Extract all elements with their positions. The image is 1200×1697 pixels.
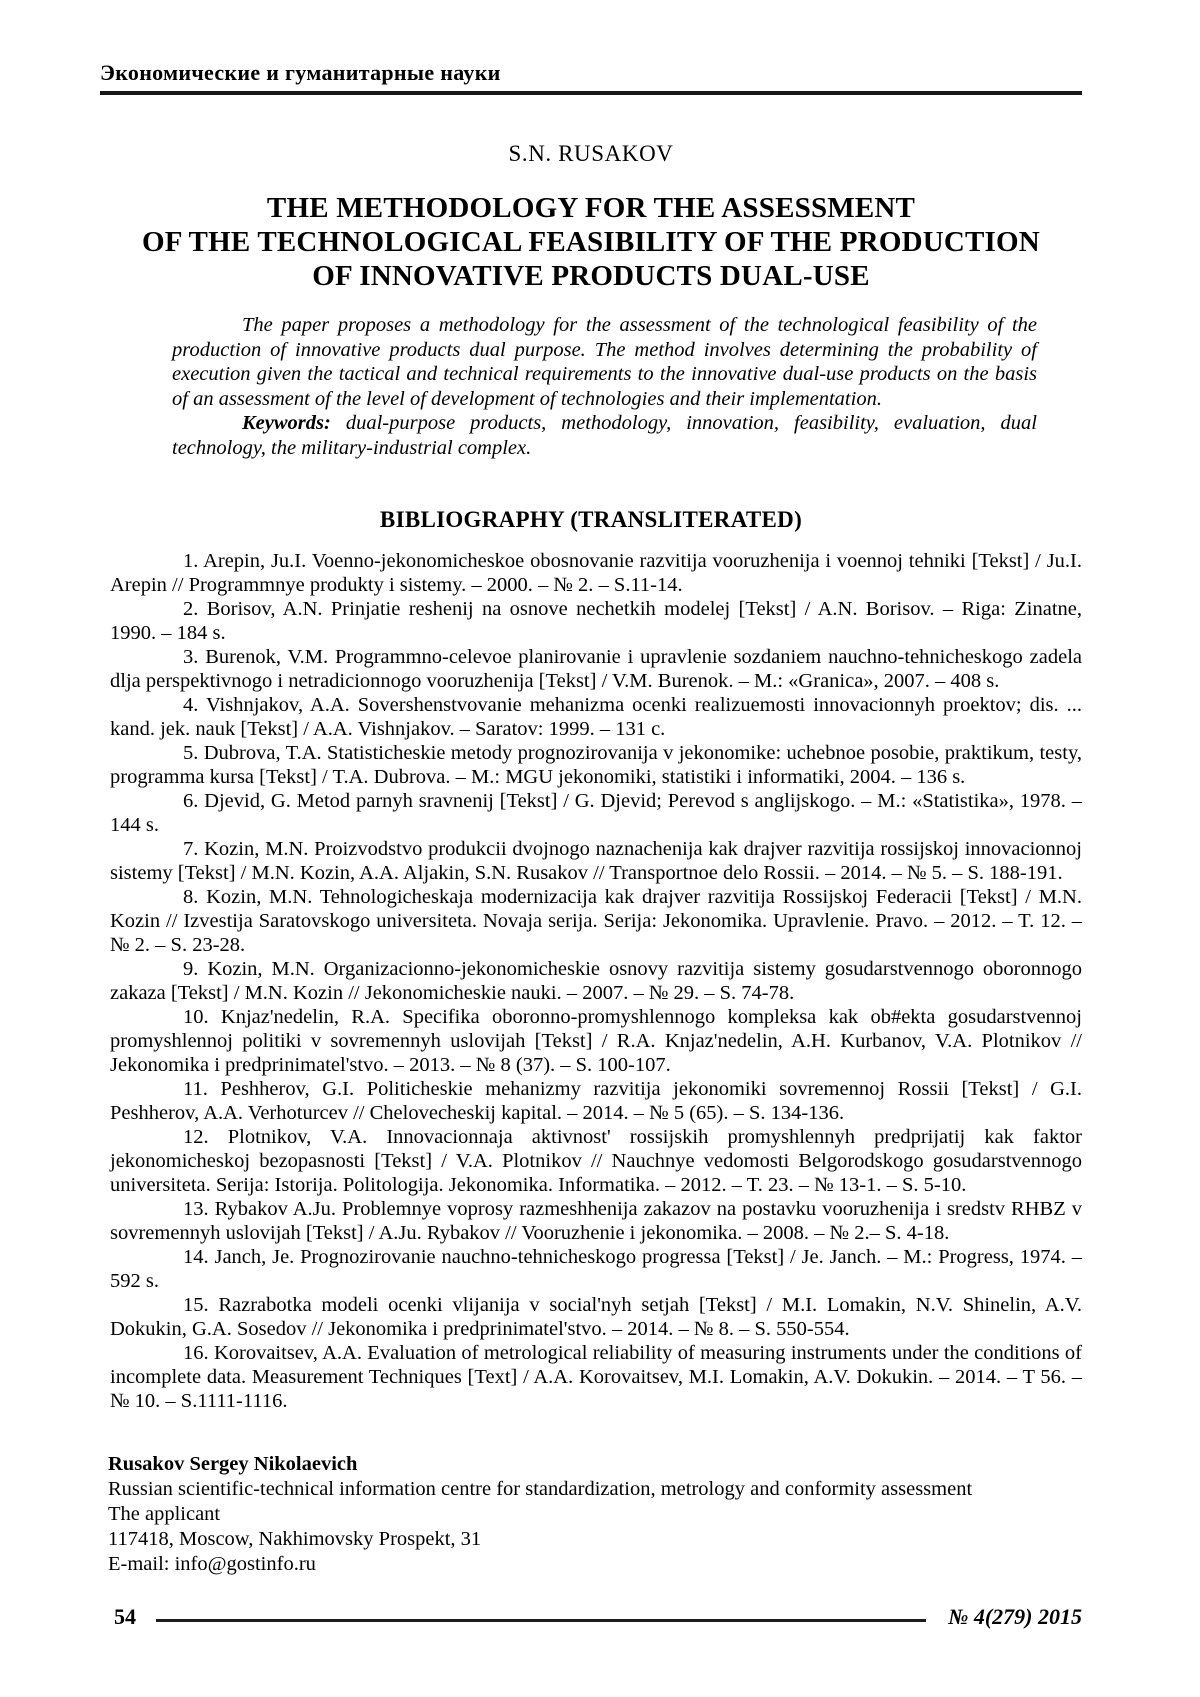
article-title-line-3: OF INNOVATIVE PRODUCTS DUAL-USE: [312, 260, 870, 292]
abstract-text: The paper proposes a methodology for the assessment of the technological feasibility of the production of innovative products dual purpose. The method involves determining the probability of execution given the tactical and technical requirements to the innovative dual-use products on the basis of an assessment of the level of development of technologies and their implementation.: [172, 314, 1037, 410]
bib-entry-8: 8. Kozin, M.N. Tehnologicheskaja modernizacija kak drajver razvitija Rossijskoj Federacii [Tekst] / M.N. Kozin // Izvestija Saratovskogo universiteta. Novaja serija. Serija: Jekonomika. Upravlenie. Pravo. – 2012. – T. 12. – № 2. – S. 23-28.: [110, 886, 1082, 956]
bib-entry-3: 3. Burenok, V.M. Programmno-celevoe planirovanie i upravlenie sozdaniem nauchno-tehnicheskogo zadela dlja perspektivnogo i netradicionnogo vooruzhenija [Tekst] / V.M. Burenok. – M.: «Granica», 2007. – 408 s.: [110, 646, 1082, 692]
bib-entry-15: 15. Razrabotka modeli ocenki vlijanija v social'nyh setjah [Tekst] / M.I. Lomakin, N.V. Shinelin, A.V. Dokukin, G.A. Sosedov // Jekonomika i predprinimatel'stvo. – 2014. – № 8. – S. 550-554.: [110, 1294, 1082, 1340]
author-full-name: Rusakov Sergey Nikolaevich: [108, 1453, 358, 1475]
author-address: 117418, Moscow, Nakhimovsky Prospekt, 31: [108, 1528, 482, 1550]
journal-header: Экономические и гуманитарные науки: [100, 60, 501, 85]
author-email: E-mail: info@gostinfo.ru: [108, 1553, 316, 1575]
page-content: [100, 0, 1082, 1413]
author-info-block: [108, 1452, 1068, 1577]
bib-entry-12: 12. Plotnikov, V.A. Innovacionnaja aktivnost' rossijskih promyshlennyh predprijatij kak faktor jekonomicheskoj bezopasnosti [Tekst] / V.A. Plotnikov // Nauchnye vedomosti Belgorodskogo gosudarstvennogo universiteta. Serija: Istorija. Politologija. Jekonomika. Informatika. – 2012. – T. 23. – № 13-1. – S. 5-10.: [110, 1126, 1082, 1196]
footer-rule: [156, 1619, 926, 1622]
author-role: The applicant: [108, 1503, 221, 1525]
bib-entry-13: 13. Rybakov A.Ju. Problemnye voprosy razmeshhenija zakazov na postavku vooruzhenija i sredstv RHBZ v sovremennyh uslovijah [Tekst] / A.Ju. Rybakov // Vooruzhenie i jekonomika. – 2008. – № 2.– S. 4-18.: [110, 1198, 1082, 1244]
article-title-line-2: OF THE TECHNOLOGICAL FEASIBILITY OF THE PRODUCTION: [142, 226, 1040, 258]
bib-entry-14: 14. Janch, Je. Prognozirovanie nauchno-tehnicheskogo progressa [Tekst] / Je. Janch. – M.: Progress, 1974. – 592 s.: [110, 1246, 1082, 1292]
bib-entry-7: 7. Kozin, M.N. Proizvodstvo produkcii dvojnogo naznachenija kak drajver razvitija rossijskoj innovacionnoj sistemy [Tekst] / M.N. Kozin, A.A. Aljakin, S.N. Rusakov // Transportnoe delo Rossii. – 2014. – № 5. – S. 188-191.: [110, 838, 1082, 884]
bib-entry-1: 1. Arepin, Ju.I. Voenno-jekonomicheskoe obosnovanie razvitija vooruzhenija i voennoj tehniki [Tekst] / Ju.I. Arepin // Programmnye produkty i sistemy. – 2000. – № 2. – S.11-14.: [110, 550, 1082, 596]
article-title: [100, 191, 1082, 293]
bib-entry-2: 2. Borisov, A.N. Prinjatie reshenij na osnove nechetkih modelej [Tekst] / A.N. Borisov. – Riga: Zinatne, 1990. – 184 s.: [110, 598, 1082, 644]
bib-entry-6: 6. Djevid, G. Metod parnyh sravnenij [Tekst] / G. Djevid; Perevod s anglijskogo. – M.: «Statistika», 1978. – 144 s.: [110, 790, 1082, 836]
author-affiliation: Russian scientific-technical information centre for standardization, metrology and conformity assessment: [108, 1478, 973, 1500]
bibliography-list: [110, 549, 1082, 1413]
article-title-line-1: THE METHODOLOGY FOR THE ASSESSMENT: [266, 192, 916, 224]
abstract-block: [172, 313, 1037, 460]
keywords-paragraph: [172, 411, 1037, 460]
bibliography-heading: BIBLIOGRAPHY (TRANSLITERATED): [379, 507, 803, 532]
page-number: 54: [114, 1604, 136, 1629]
bib-entry-5: 5. Dubrova, T.A. Statisticheskie metody prognozirovanija v jekonomike: uchebnoe posobie, praktikum, testy, programma kursa [Tekst] / T.A. Dubrova. – M.: MGU jekonomiki, statistiki i informatiki, 2004. – 136 s.: [110, 742, 1082, 788]
bib-entry-11: 11. Peshherov, G.I. Politicheskie mehanizmy razvitija jekonomiki sovremennoj Rossii [Tekst] / G.I. Peshherov, A.A. Verhoturcev // Chelovecheskij kapital. – 2014. – № 5 (65). – S. 134-136.: [110, 1078, 1082, 1124]
issue-label: № 4(279) 2015: [948, 1604, 1082, 1629]
bib-entry-16: 16. Korovaitsev, A.A. Evaluation of metrological reliability of measuring instruments under the conditions of incomplete data. Measurement Techniques [Text] / A.A. Korovaitsev, M.I. Lomakin, A.V. Dokukin. – 2014. – T 56. – № 10. – S.1111-1116.: [110, 1342, 1082, 1412]
bib-entry-10: 10. Knjaz'nedelin, R.A. Specifika oboronno-promyshlennogo kompleksa kak ob#ekta gosudarstvennoj promyshlennoj politiki v sovremennyh uslovijah [Tekst] / R.A. Knjaz'nedelin, A.H. Kurbanov, V.A. Plotnikov // Jekonomika i predprinimatel'stvo. – 2013. – № 8 (37). – S. 100-107.: [110, 1006, 1082, 1076]
page-footer: [114, 1604, 1082, 1630]
keywords-label: Keywords:: [242, 412, 331, 434]
article-author: S.N. RUSAKOV: [508, 141, 674, 166]
bib-entry-4: 4. Vishnjakov, A.A. Sovershenstvovanie mehanizma ocenki realizuemosti innovacionnyh proektov; dis. ... kand. jek. nauk [Tekst] / A.A. Vishnjakov. – Saratov: 1999. – 131 c.: [110, 694, 1082, 740]
keywords-text: dual-purpose products, methodology, innovation, feasibility, evaluation, dual technology, the military-industrial complex.: [172, 412, 1037, 459]
header-rule: [100, 60, 1082, 95]
bib-entry-9: 9. Kozin, M.N. Organizacionno-jekonomicheskie osnovy razvitija sistemy gosudarstvennogo oboronnogo zakaza [Tekst] / M.N. Kozin // Jekonomicheskie nauki. – 2007. – № 29. – S. 74-78.: [110, 958, 1082, 1004]
